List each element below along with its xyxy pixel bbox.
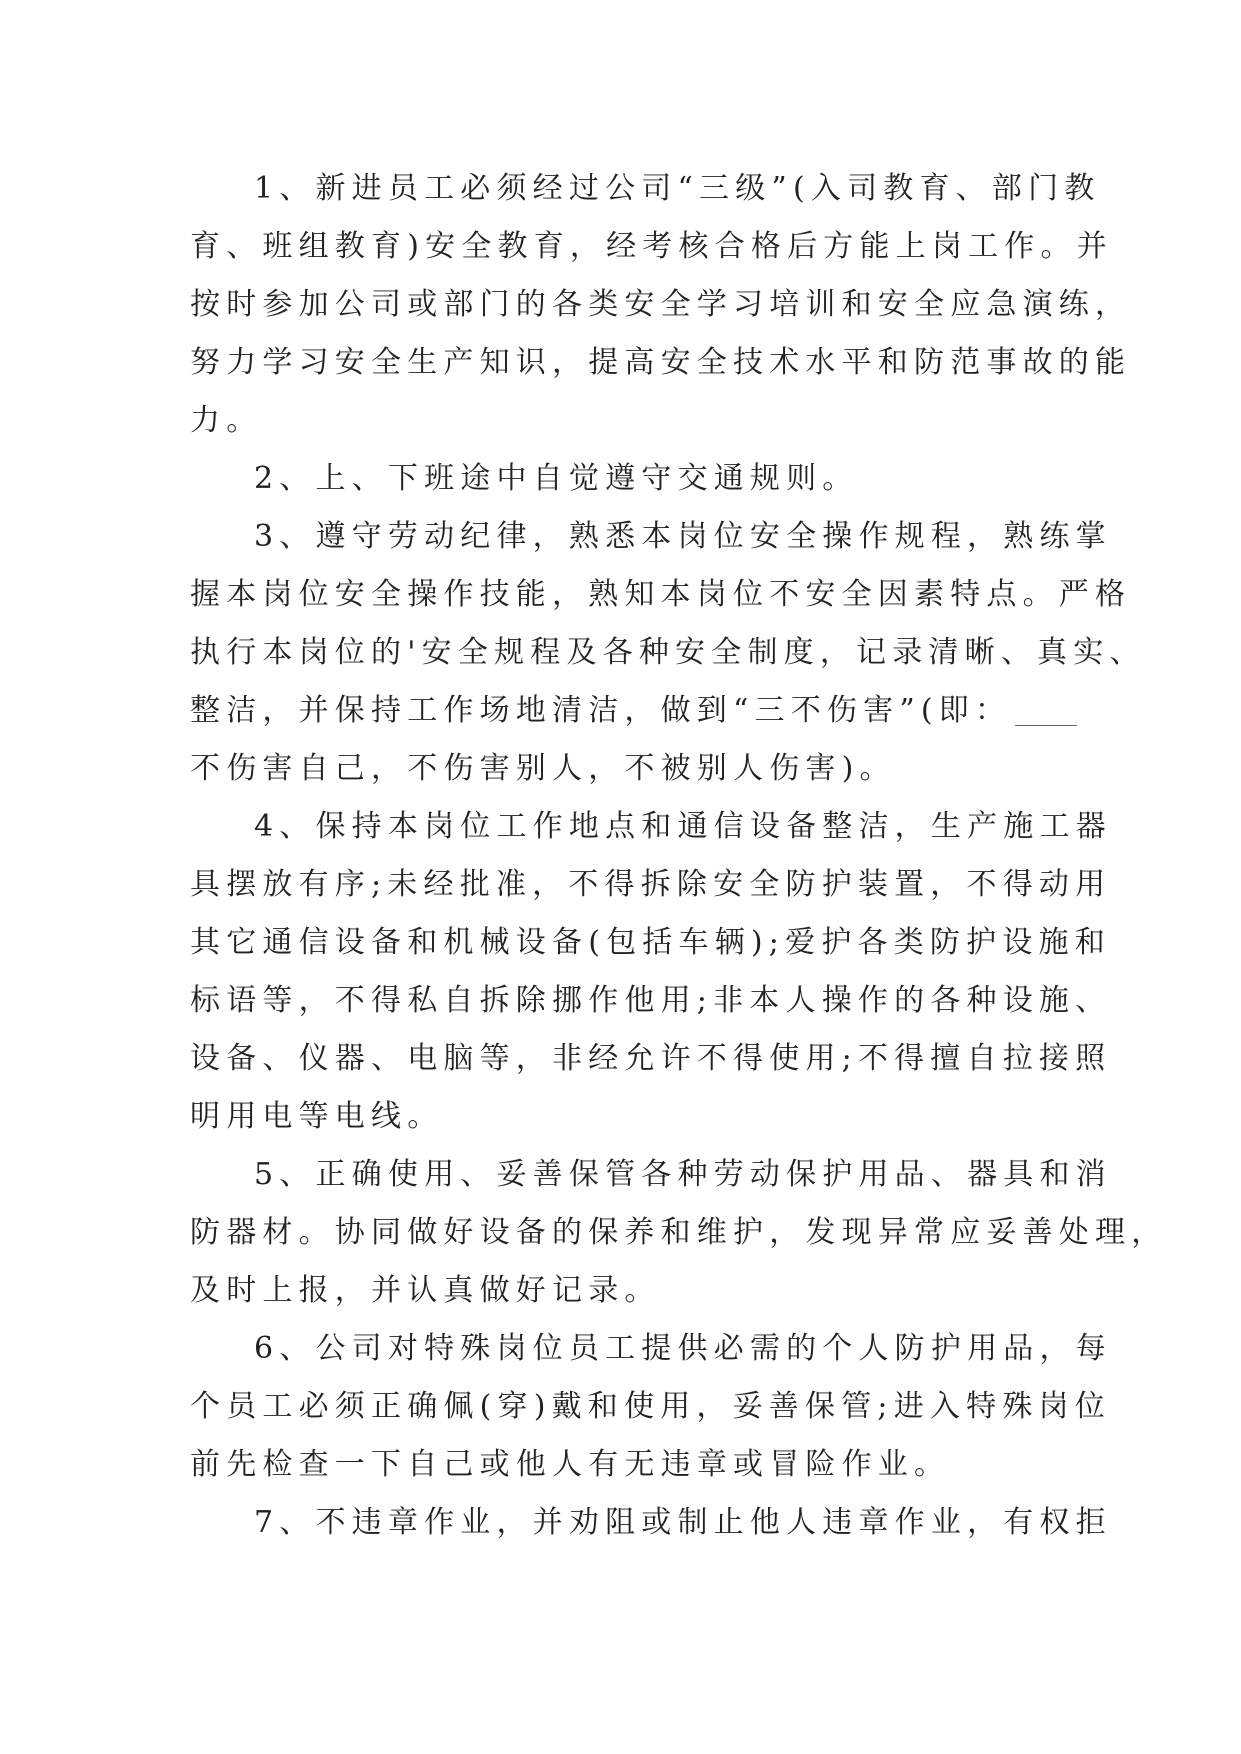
paragraph-line: 4、保持本岗位工作地点和通信设备整洁，生产施工器: [254, 809, 1112, 844]
paragraph-line: 5、正确使用、妥善保管各种劳动保护用品、器具和消: [254, 1157, 1112, 1192]
paragraph-line: 防器材。协同做好设备的保养和维护，发现异常应妥善处理，: [190, 1215, 1168, 1250]
paragraph-line: 执行本岗位的'安全规程及各种安全制度，记录清晰、真实、: [190, 635, 1146, 670]
paragraph-line: 前先检查一下自己或他人有无违章或冒险作业。: [190, 1447, 951, 1482]
paragraph-line: 2、上、下班途中自觉遵守交通规则。: [254, 461, 859, 496]
paragraph-line: 具摆放有序;未经批准，不得拆除安全防护装置，不得动用: [190, 867, 1112, 902]
paragraph-5: [190, 1146, 1168, 1320]
paragraph-7: [190, 1494, 1112, 1552]
paragraph-line: 1、新进员工必须经过公司“三级”(入司教育、部门教: [254, 171, 1101, 206]
paragraph-line-with-blank: [190, 682, 1060, 740]
paragraph-line: 标语等，不得私自拆除挪作他用;非本人操作的各种设施、: [190, 983, 1112, 1018]
fill-in-blank: [1015, 695, 1077, 726]
paragraph-line: 握本岗位安全操作技能，熟知本岗位不安全因素特点。严格: [190, 577, 1132, 612]
paragraph-line: 按时参加公司或部门的各类安全学习培训和安全应急演练，: [190, 287, 1132, 322]
paragraph-line: 设备、仪器、电脑等，非经允许不得使用;不得擅自拉接照: [190, 1041, 1112, 1076]
paragraph-line: 7、不违章作业，并劝阻或制止他人违章作业，有权拒: [254, 1505, 1112, 1540]
paragraph-line: 努力学习安全生产知识，提高安全技术水平和防范事故的能: [190, 345, 1132, 380]
paragraph-line: 3、遵守劳动纪律，熟悉本岗位安全操作规程，熟练掌: [254, 519, 1112, 554]
paragraph-line: 明用电等电线。: [190, 1099, 444, 1134]
paragraph-line: 育、班组教育)安全教育，经考核合格后方能上岗工作。并: [190, 229, 1113, 264]
paragraph-2: [190, 450, 1060, 508]
paragraph-line: 及时上报，并认真做好记录。: [190, 1273, 661, 1308]
paragraph-line: 不伤害自己，不伤害别人，不被别人伤害)。: [190, 751, 896, 786]
paragraph-line: 个员工必须正确佩(穿)戴和使用，妥善保管;进入特殊岗位: [190, 1389, 1111, 1424]
paragraph-line: 6、公司对特殊岗位员工提供必需的个人防护用品，每: [254, 1331, 1112, 1366]
paragraph-line-text: 整洁，并保持工作场地清洁，做到“三不伤害”(即：: [190, 693, 1012, 728]
paragraph-line: 力。: [190, 403, 263, 438]
paragraph-4: [190, 798, 1112, 1146]
paragraph-3: [190, 508, 1146, 798]
paragraph-6: [190, 1320, 1112, 1494]
paragraph-1: [190, 160, 1132, 450]
document-body: [190, 160, 1168, 1552]
paragraph-line: 其它通信设备和机械设备(包括车辆);爱护各类防护设施和: [190, 925, 1111, 960]
